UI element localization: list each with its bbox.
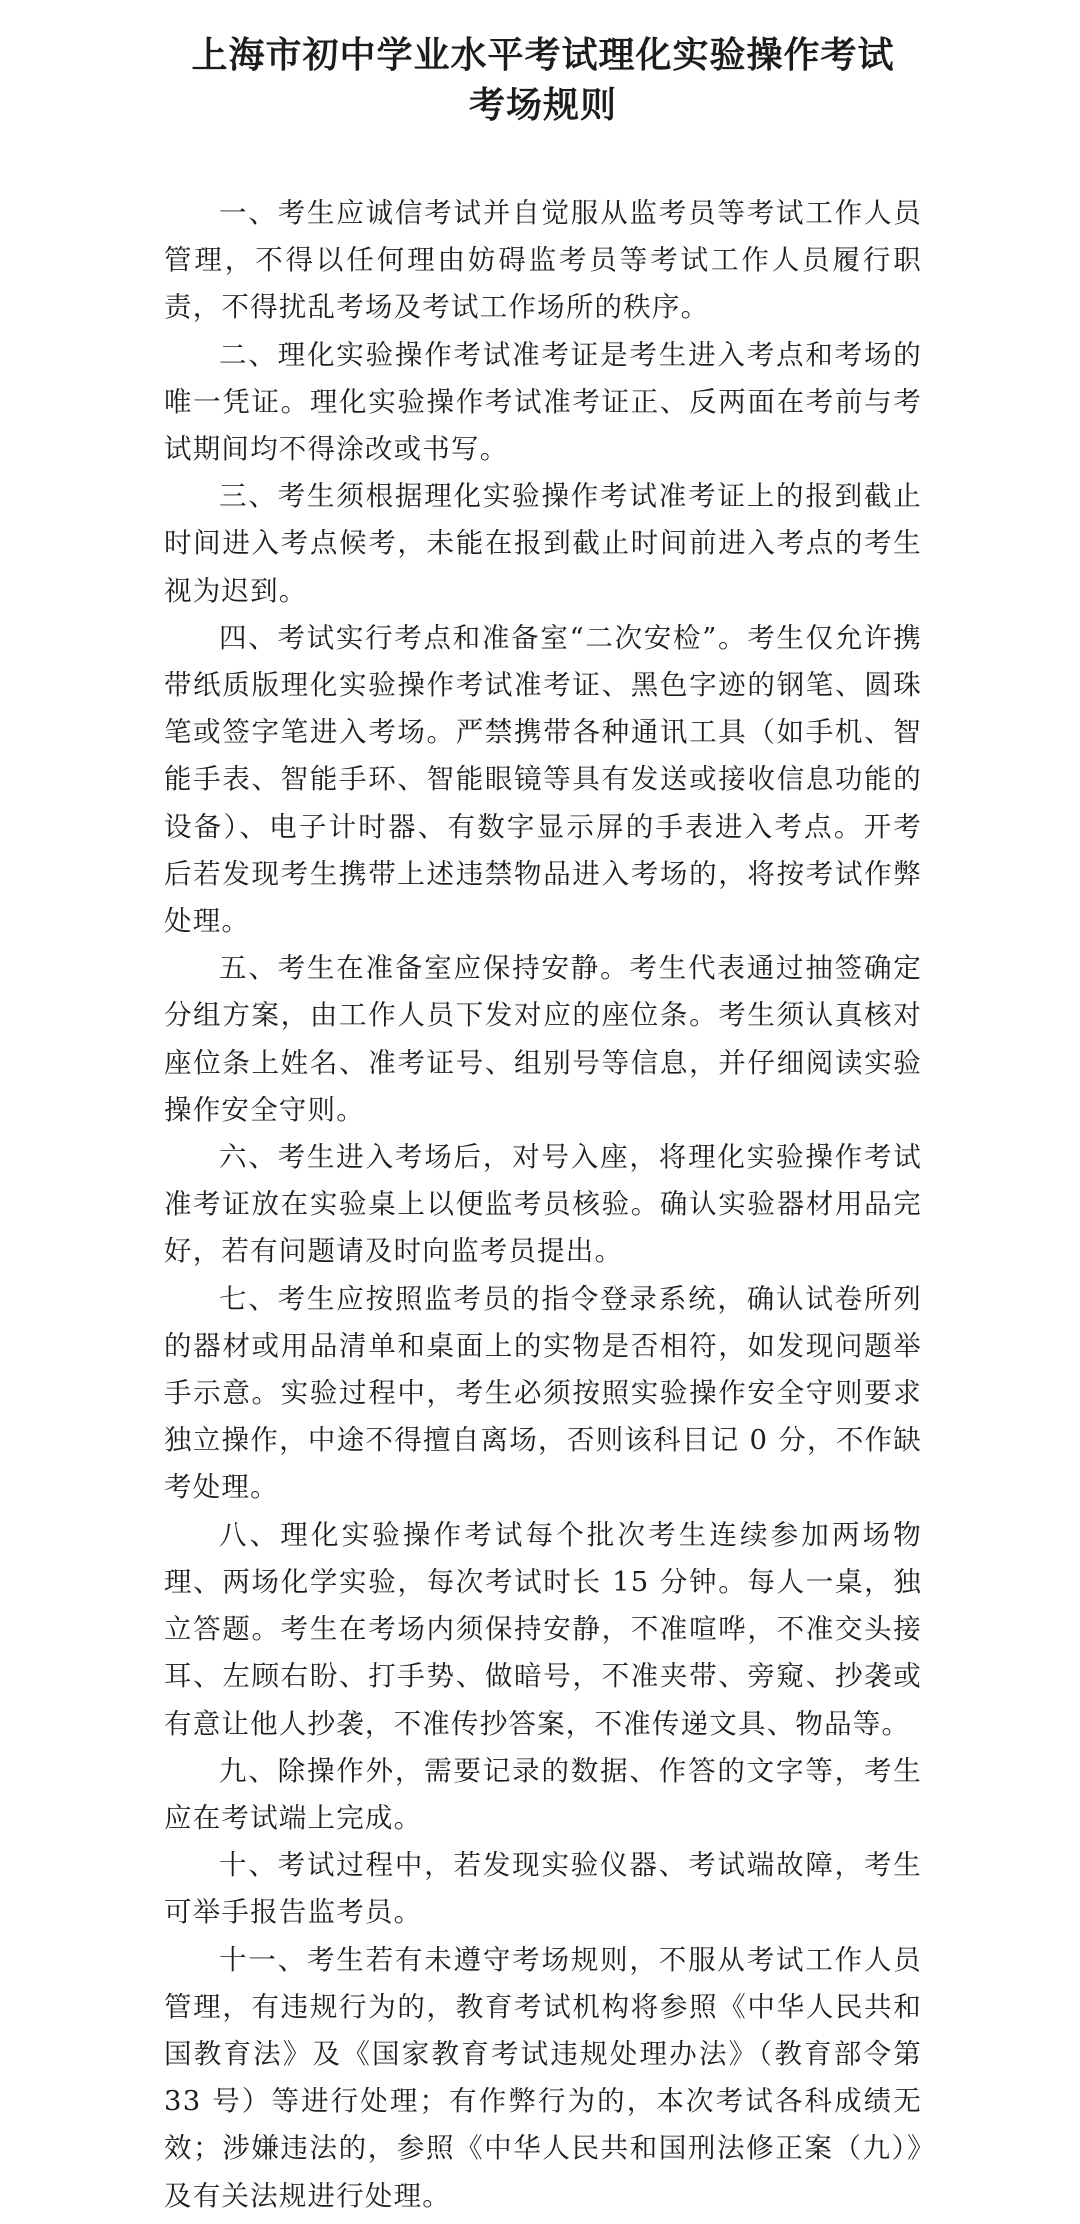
rule-11: 十一、考生若有未遵守考场规则，不服从考试工作人员管理，有违规行为的，教育考试机构将参照《中华人民共和国教育法》及《国家教育考试违规处理办法》（教育部令第 33 号）等进行处理；有作弊行为的，本次考试各科成绩无效；涉嫌违法的，参照《中华人民共和国刑法修正案（九）》及有关法规进行处理。 [164, 1943, 922, 2212]
rules-list [164, 190, 922, 2220]
rule-1: 一、考生应诚信考试并自觉服从监考员等考试工作人员管理，不得以任何理由妨碍监考员等考试工作人员履行职责，不得扰乱考场及考试工作场所的秩序。 [164, 197, 922, 324]
rule-8: 八、理化实验操作考试每个批次考生连续参加两场物理、两场化学实验，每次考试时长 15 分钟。每人一桌，独立答题。考生在考场内须保持安静，不准喧哗，不准交头接耳、左顾右盼、打手势、做暗号，不准夹带、旁窥、抄袭或有意让他人抄袭，不准传抄答案，不准传递文具、物品等。 [164, 1518, 922, 1740]
title-line-1: 上海市初中学业水平考试理化实验操作考试 [191, 34, 895, 76]
rule-7: 七、考生应按照监考员的指令登录系统，确认试卷所列的器材或用品清单和桌面上的实物是否相符，如发现问题举手示意。实验过程中，考生必须按照实验操作安全守则要求独立操作，中途不得擅自离场，否则该科目记 0 分，不作缺考处理。 [164, 1282, 922, 1504]
rule-10: 十、考试过程中，若发现实验仪器、考试端故障，考生可举手报告监考员。 [164, 1849, 922, 1929]
document-title [164, 30, 922, 130]
rule-4: 四、考试实行考点和准备室“二次安检”。考生仅允许携带纸质版理化实验操作考试准考证、黑色字迹的钢笔、圆珠笔或签字笔进入考场。严禁携带各种通讯工具（如手机、智能手表、智能手环、智能眼镜等具有发送或接收信息功能的设备）、电子计时器、有数字显示屏的手表进入考点。开考后若发现考生携带上述违禁物品进入考场的，将按考试作弊处理。 [164, 621, 922, 938]
rule-2: 二、理化实验操作考试准考证是考生进入考点和考场的唯一凭证。理化实验操作考试准考证正、反两面在考前与考试期间均不得涂改或书写。 [164, 338, 922, 466]
rule-5: 五、考生在准备室应保持安静。考生代表通过抽签确定分组方案，由工作人员下发对应的座位条。考生须认真核对座位条上姓名、准考证号、组别号等信息，并仔细阅读实验操作安全守则。 [164, 952, 922, 1126]
rule-3: 三、考生须根据理化实验操作考试准考证上的报到截止时间进入考点候考，未能在报到截止时间前进入考点的考生视为迟到。 [164, 480, 922, 607]
rule-9: 九、除操作外，需要记录的数据、作答的文字等，考生应在考试端上完成。 [164, 1754, 922, 1834]
rule-6: 六、考生进入考场后，对号入座，将理化实验操作考试准考证放在实验桌上以便监考员核验。确认实验器材用品完好，若有问题请及时向监考员提出。 [164, 1141, 922, 1268]
title-line-2: 考场规则 [468, 84, 617, 126]
